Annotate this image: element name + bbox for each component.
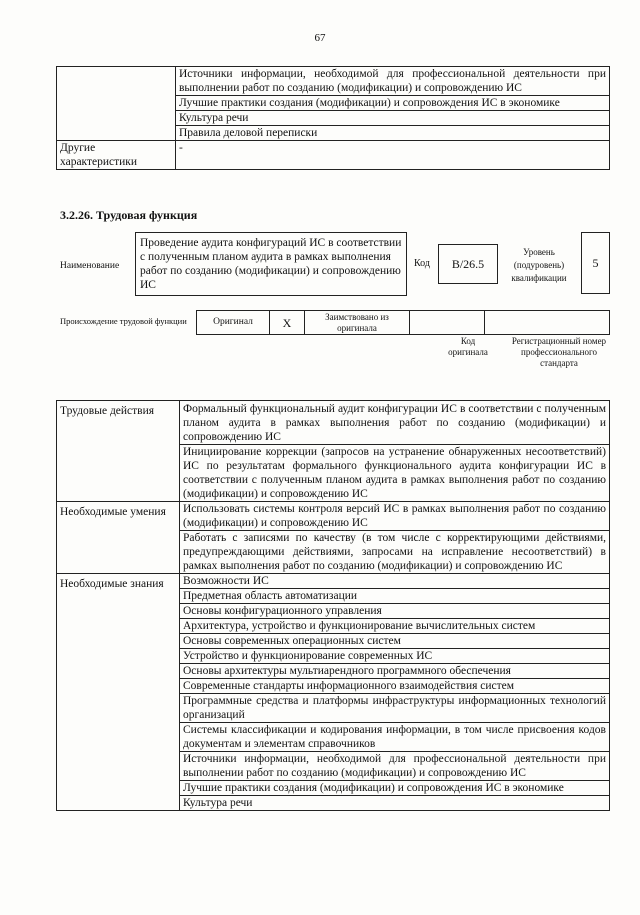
knowledge-item: Системы классификации и кодирования информации, в том числе присвоения кодов документам и элементам справочников [180,723,610,752]
knowledge-item: Основы архитектуры мультиарендного программного обеспечения [180,664,610,679]
borrowed-label: Заимствовано из оригинала [305,311,410,335]
reg-number-caption: Регистрационный номер профессионального стандарта [511,336,607,368]
level-value: 5 [592,256,599,270]
labor-action: Формальный функциональный аудит конфигурации ИС в соответствии с полученным планом аудита в рамках выполнения работ по созданию (модификации) и сопровождению ИС [180,401,610,445]
code-value-box [438,244,498,284]
origin-table [196,310,610,335]
other-characteristics-label: Другие характеристики [57,141,176,170]
empty-label-cell [57,67,176,141]
knowledge-item: Культура речи [180,796,610,811]
knowledge-item: Программные средства и платформы инфраструктуры информационных технологий организаций [180,694,610,723]
knowledge-item: Источники информации, необходимой для профессиональной деятельности при выполнении работ по созданию (модификации) и сопровождению ИС [180,752,610,781]
skills-label: Необходимые умения [57,502,180,574]
labor-actions-label: Трудовые действия [57,401,180,502]
name-value: Проведение аудита конфигураций ИС в соответствии с полученным планом аудита в рамках выполнения работ по созданию (модификации) и сопровождению ИС [140,237,402,291]
skill: Работать с записями по качеству (в том числе с корректирующими действиями, предупреждающими действиями, запросами на исправление несоответствий) в рамках выполнения работ по созданию (модификации) и сопровождению ИС [180,531,610,574]
knowledge-row: Культура речи [176,111,610,126]
knowledge-item: Основы конфигурационного управления [180,604,610,619]
knowledge-item: Основы современных операционных систем [180,634,610,649]
other-characteristics-value: - [176,141,610,170]
knowledge-item: Возможности ИС [180,574,610,589]
labor-action: Инициирование коррекции (запросов на устранение обнаруженных несоответствий) ИС по результатам формального функционального аудита конфигурации ИС в соответствии с полученным планом аудита в рамках выполнения работ по созданию (модификации) и сопровождению ИС [180,445,610,502]
knowledge-label: Необходимые знания [57,574,180,811]
knowledge-item: Архитектура, устройство и функционирование вычислительных систем [180,619,610,634]
main-table [56,400,610,811]
skill: Использовать системы контроля версий ИС в рамках выполнения работ по созданию (модификации) и сопровождению ИС [180,502,610,531]
level-value-box [581,232,610,294]
original-label: Оригинал [197,311,270,335]
name-label: Наименование [60,261,120,271]
code-value: B/26.5 [451,257,485,271]
knowledge-item: Устройство и функционирование современных ИС [180,649,610,664]
knowledge-item: Современные стандарты информационного взаимодействия систем [180,679,610,694]
name-value-box [135,232,407,296]
knowledge-row: Источники информации, необходимой для профессиональной деятельности при выполнении работ по созданию (модификации) и сопровождению ИС [176,67,610,96]
knowledge-item: Предметная область автоматизации [180,589,610,604]
knowledge-row: Правила деловой переписки [176,126,610,141]
knowledge-item: Лучшие практики создания (модификации) и сопровождения ИС в экономике [180,781,610,796]
original-code-cell [410,311,485,335]
reg-number-cell [485,311,610,335]
knowledge-row: Лучшие практики создания (модификации) и сопровождения ИС в экономике [176,96,610,111]
original-code-caption: Код оригинала [448,336,488,357]
section-heading: 3.2.26. Трудовая функция [60,208,198,222]
origin-label: Происхождение трудовой функции [60,316,187,326]
original-mark: X [270,311,305,335]
page-number: 67 [314,32,326,44]
code-label: Код [414,258,430,269]
level-label: Уровень (подуровень) квалификации [511,247,567,283]
top-table [56,66,610,170]
